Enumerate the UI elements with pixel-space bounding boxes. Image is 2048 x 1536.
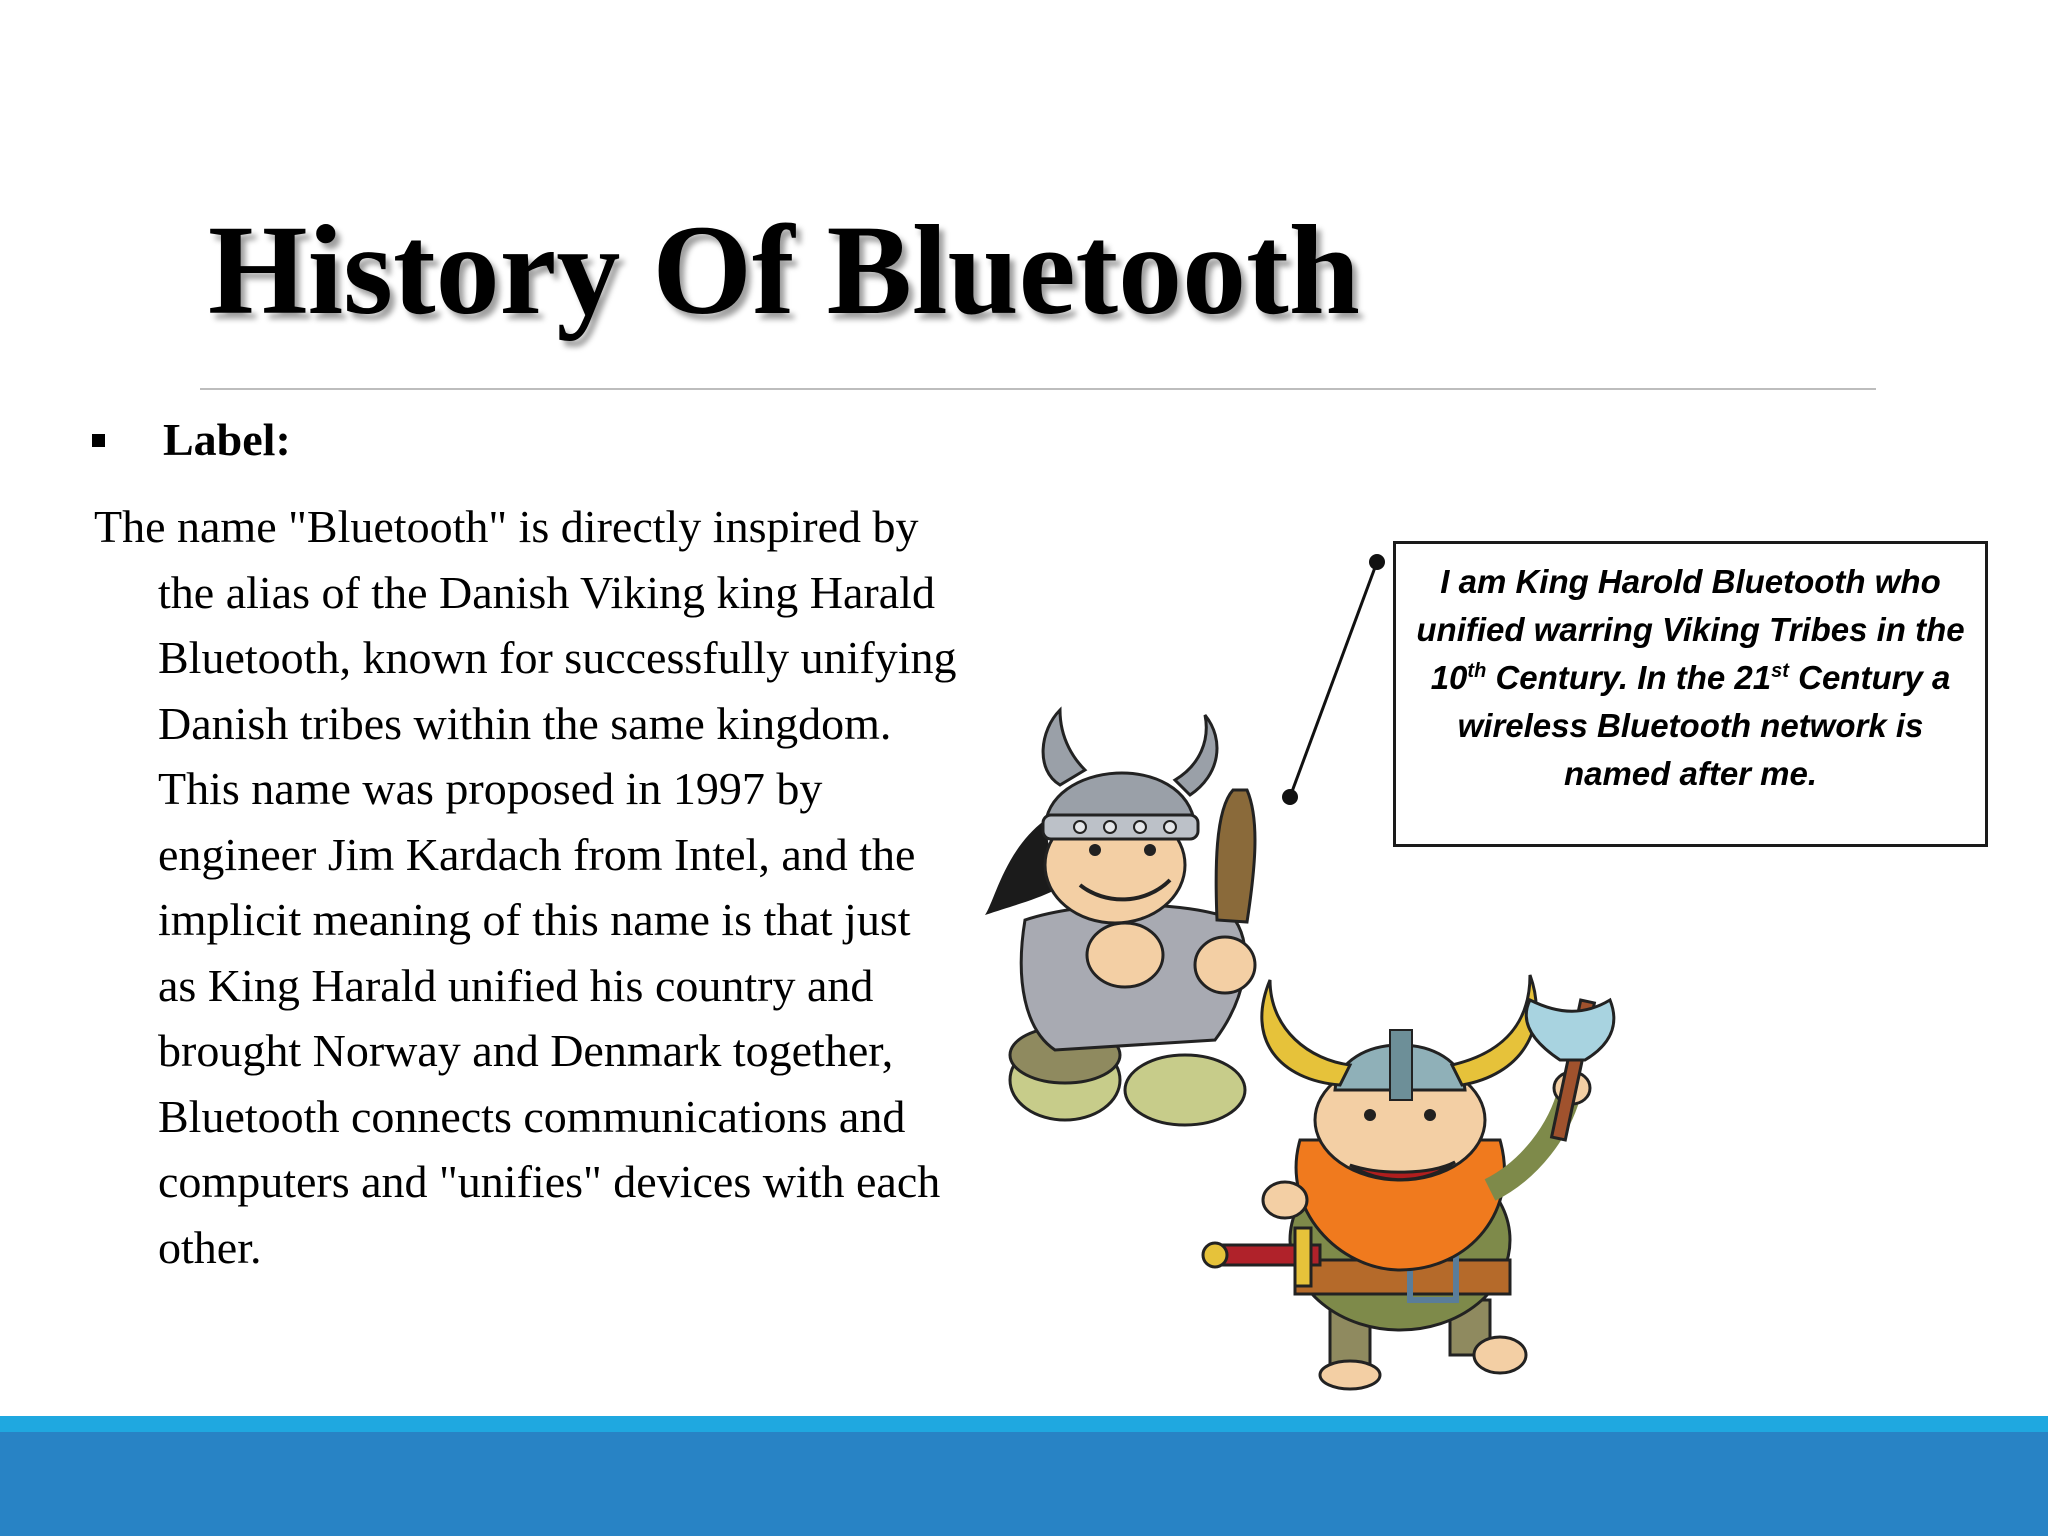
viking-with-axe-illustration xyxy=(1200,970,1680,1410)
footer-bar xyxy=(0,1432,2048,1536)
speech-text-1: I am King Harold Bluetooth who unified warring Viking Tribes in the 10 xyxy=(1416,563,1965,696)
body-paragraph: The name "Bluetooth" is directly inspired by the alias of the Danish Viking king Harald Bluetooth, known for successfully unifying Danish tribes within the same kingdom. This name was proposed in 1997 by engineer Jim Kardach from Intel, and the implicit meaning of this name is that just as King Harald unified his country and brought Norway and Denmark together, Bluetooth connects communications and computers and "unifies" devices with each other. xyxy=(94,501,957,1273)
bullet-label: Label: xyxy=(163,414,291,465)
speech-sup-2: st xyxy=(1771,660,1789,682)
speech-text-2: Century. In the 21 xyxy=(1486,659,1772,696)
slide-title: History Of Bluetooth xyxy=(208,199,1360,341)
speech-text-3: Century a wireless Bluetooth network is named after me. xyxy=(1457,659,1951,792)
footer-accent-strip xyxy=(0,1416,2048,1432)
speech-bubble xyxy=(1393,541,1988,847)
speech-sup-1: th xyxy=(1467,660,1487,682)
footer-band xyxy=(0,1416,2048,1536)
